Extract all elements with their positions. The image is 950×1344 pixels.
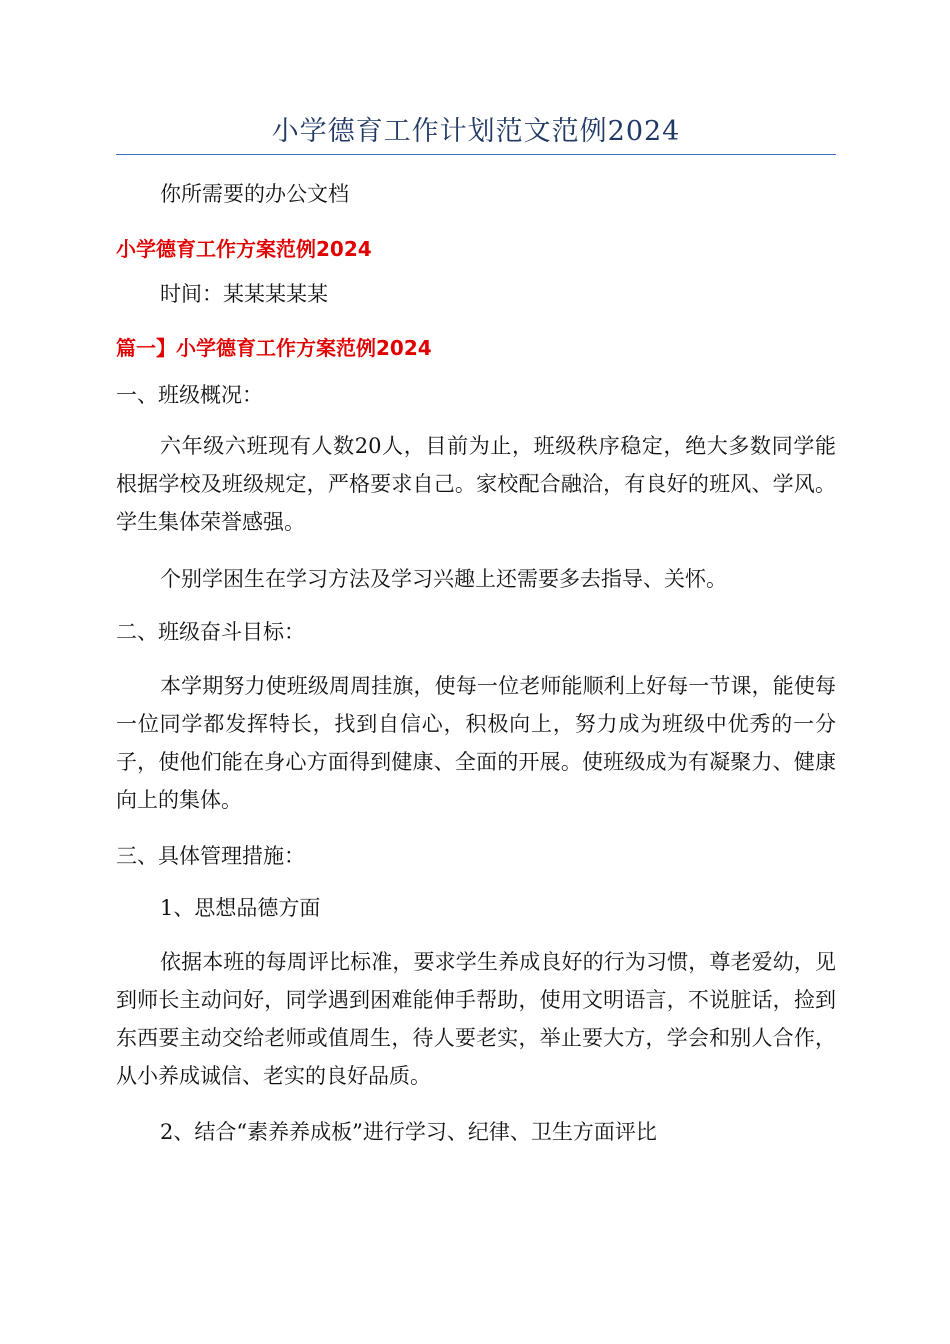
section-3-paragraph-1: 依据本班的每周评比标准，要求学生养成良好的行为习惯，尊老爱幼，见到师长主动问好，同学遇到困难能伸手帮助，使用文明语言，不说脏话，捡到东西要主动交给老师或值周生，待人要老实，举止要大方，学会和别人合作，从小养成诚信、老实的良好品质。 <box>116 950 836 1088</box>
section-3-item-1: 1、思想品德方面 <box>160 896 321 920</box>
main-heading: 小学德育工作方案范例2024 <box>116 237 372 261</box>
section-2-paragraph-1: 本学期努力使班级周周挂旗，使每一位老师能顺利上好每一节课，能使每一位同学都发挥特长，找到自信心，积极向上，努力成为班级中优秀的一分子，使他们能在身心方面得到健康、全面的开展。使班级成为有凝聚力、健康向上的集体。 <box>116 674 836 812</box>
document-title: 小学德育工作计划范文范例2024 <box>271 116 681 147</box>
section-3-title: 三、具体管理措施： <box>116 844 305 868</box>
section-1-title: 一、班级概况： <box>116 383 263 407</box>
title-underline <box>116 154 836 155</box>
time-line: 时间：某某某某某 <box>160 282 328 306</box>
section-1-paragraph-1: 六年级六班现有人数20人，目前为止，班级秩序稳定，绝大多数同学能根据学校及班级规定，严格要求自己。家校配合融洽，有良好的班风、学风。学生集体荣誉感强。 <box>116 434 836 534</box>
section-3-item-2: 2、结合“素养养成板”进行学习、纪律、卫生方面评比 <box>160 1120 657 1144</box>
section-heading: 篇一】小学德育工作方案范例2024 <box>116 336 432 360</box>
section-2-title: 二、班级奋斗目标： <box>116 620 305 644</box>
section-1-paragraph-2: 个别学困生在学习方法及学习兴趣上还需要多去指导、关怀。 <box>160 567 727 591</box>
document-subtitle: 你所需要的办公文档 <box>160 182 349 206</box>
